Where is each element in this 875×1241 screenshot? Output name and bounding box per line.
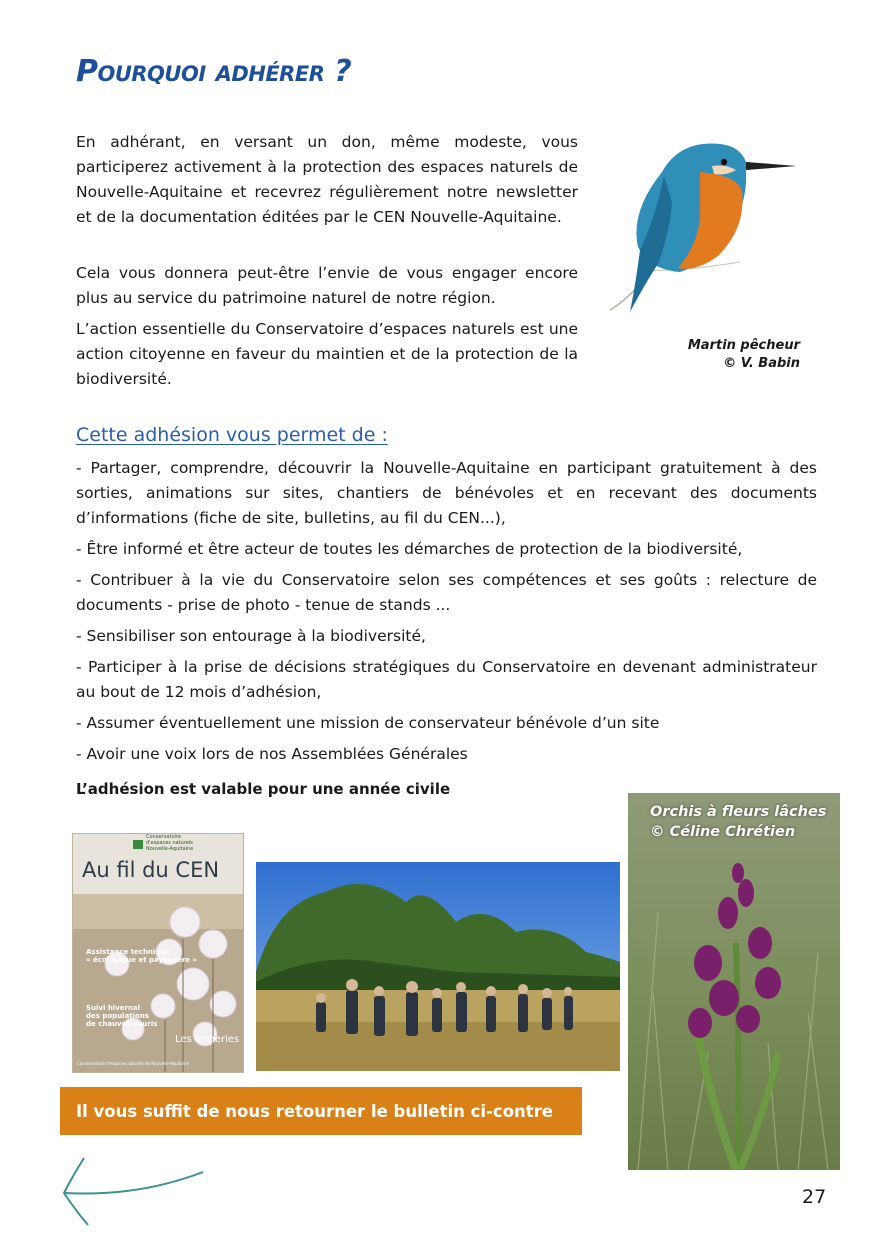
- benefit-item: - Assumer éventuellement une mission de conservateur bénévole d’un site: [76, 714, 660, 732]
- back-arrow-icon[interactable]: [58, 1155, 206, 1227]
- validity-note: L’adhésion est valable pour une année civile: [76, 780, 451, 798]
- magazine-title: Au fil du CEN: [82, 858, 220, 882]
- intro-paragraph: Cela vous donnera peut-être l’envie de vous engager encore plus au service du patrimoine naturel de notre région.: [76, 264, 578, 307]
- intro-paragraph: En adhérant, en versant un don, même modeste, vous participerez activement à la protection des espaces naturels de Nouvelle-Aquitaine et recevrez régulièrement notre newsletter et de la documentation éditées par le CEN Nouvelle-Aquitaine.: [76, 133, 578, 226]
- caption-credit: © V. Babin: [723, 356, 800, 371]
- magazine-headline: Assistance technique: [86, 948, 171, 956]
- benefit-item: - Partager, comprendre, découvrir la Nouvelle-Aquitaine en participant gratuitement à des sorties, animations sur sites, chantiers de bénévoles et en recevant des documents d’informations (fiche de site, bulletins, au fil du CEN...),: [76, 459, 817, 527]
- magazine-footer: Conservatoire d'espaces naturels de Nouvelle-Aquitaine: [77, 1061, 190, 1066]
- magazine-headline: Suivi hivernal: [86, 1004, 141, 1012]
- kingfisher-illustration: [600, 132, 800, 322]
- magazine-headline: des populations: [86, 1012, 150, 1020]
- magazine-logo-text: Conservatoire d'espaces naturels Nouvelle-Aquitaine: [146, 834, 194, 852]
- magazine-headline: « écologique et paysagère »: [86, 956, 197, 964]
- benefit-item: - Sensibiliser son entourage à la biodiversité,: [76, 627, 426, 645]
- kingfisher-caption: [640, 337, 800, 373]
- benefit-item: - Avoir une voix lors de nos Assemblées Générales: [76, 745, 468, 763]
- benefit-item: - Participer à la prise de décisions stratégiques du Conservatoire en devenant administrateur au bout de 12 mois d’adhésion,: [76, 658, 817, 701]
- caption-species: Martin pêcheur: [687, 338, 800, 353]
- caption-species: Orchis à fleurs lâches: [650, 804, 827, 820]
- benefits-heading: Cette adhésion vous permet de :: [76, 424, 388, 446]
- magazine-headline: de chauves-souris: [86, 1020, 158, 1028]
- benefit-item: - Contribuer à la vie du Conservatoire selon ses compétences et ses goûts : relecture de documents - prise de photo - tenue de stands ...: [76, 571, 817, 614]
- return-bulletin-button[interactable]: Il vous suffit de nous retourner le bulletin ci-contre: [60, 1087, 582, 1135]
- group-outing-photo: [256, 862, 620, 1071]
- page-title: Pourquoi adhérer ?: [76, 54, 352, 89]
- orchid-caption: [650, 802, 830, 842]
- intro-paragraph: L’action essentielle du Conservatoire d’espaces naturels est une action citoyenne en faveur du maintien et de la protection de la biodiversité.: [76, 320, 578, 388]
- benefit-item: - Être informé et être acteur de toutes les démarches de protection de la biodiversité,: [76, 540, 743, 558]
- page-number: 27: [802, 1186, 827, 1208]
- magazine-subtitle: Les armeries: [175, 1034, 240, 1045]
- orchid-photo: [628, 793, 840, 1170]
- caption-credit: © Céline Chrétien: [650, 824, 796, 840]
